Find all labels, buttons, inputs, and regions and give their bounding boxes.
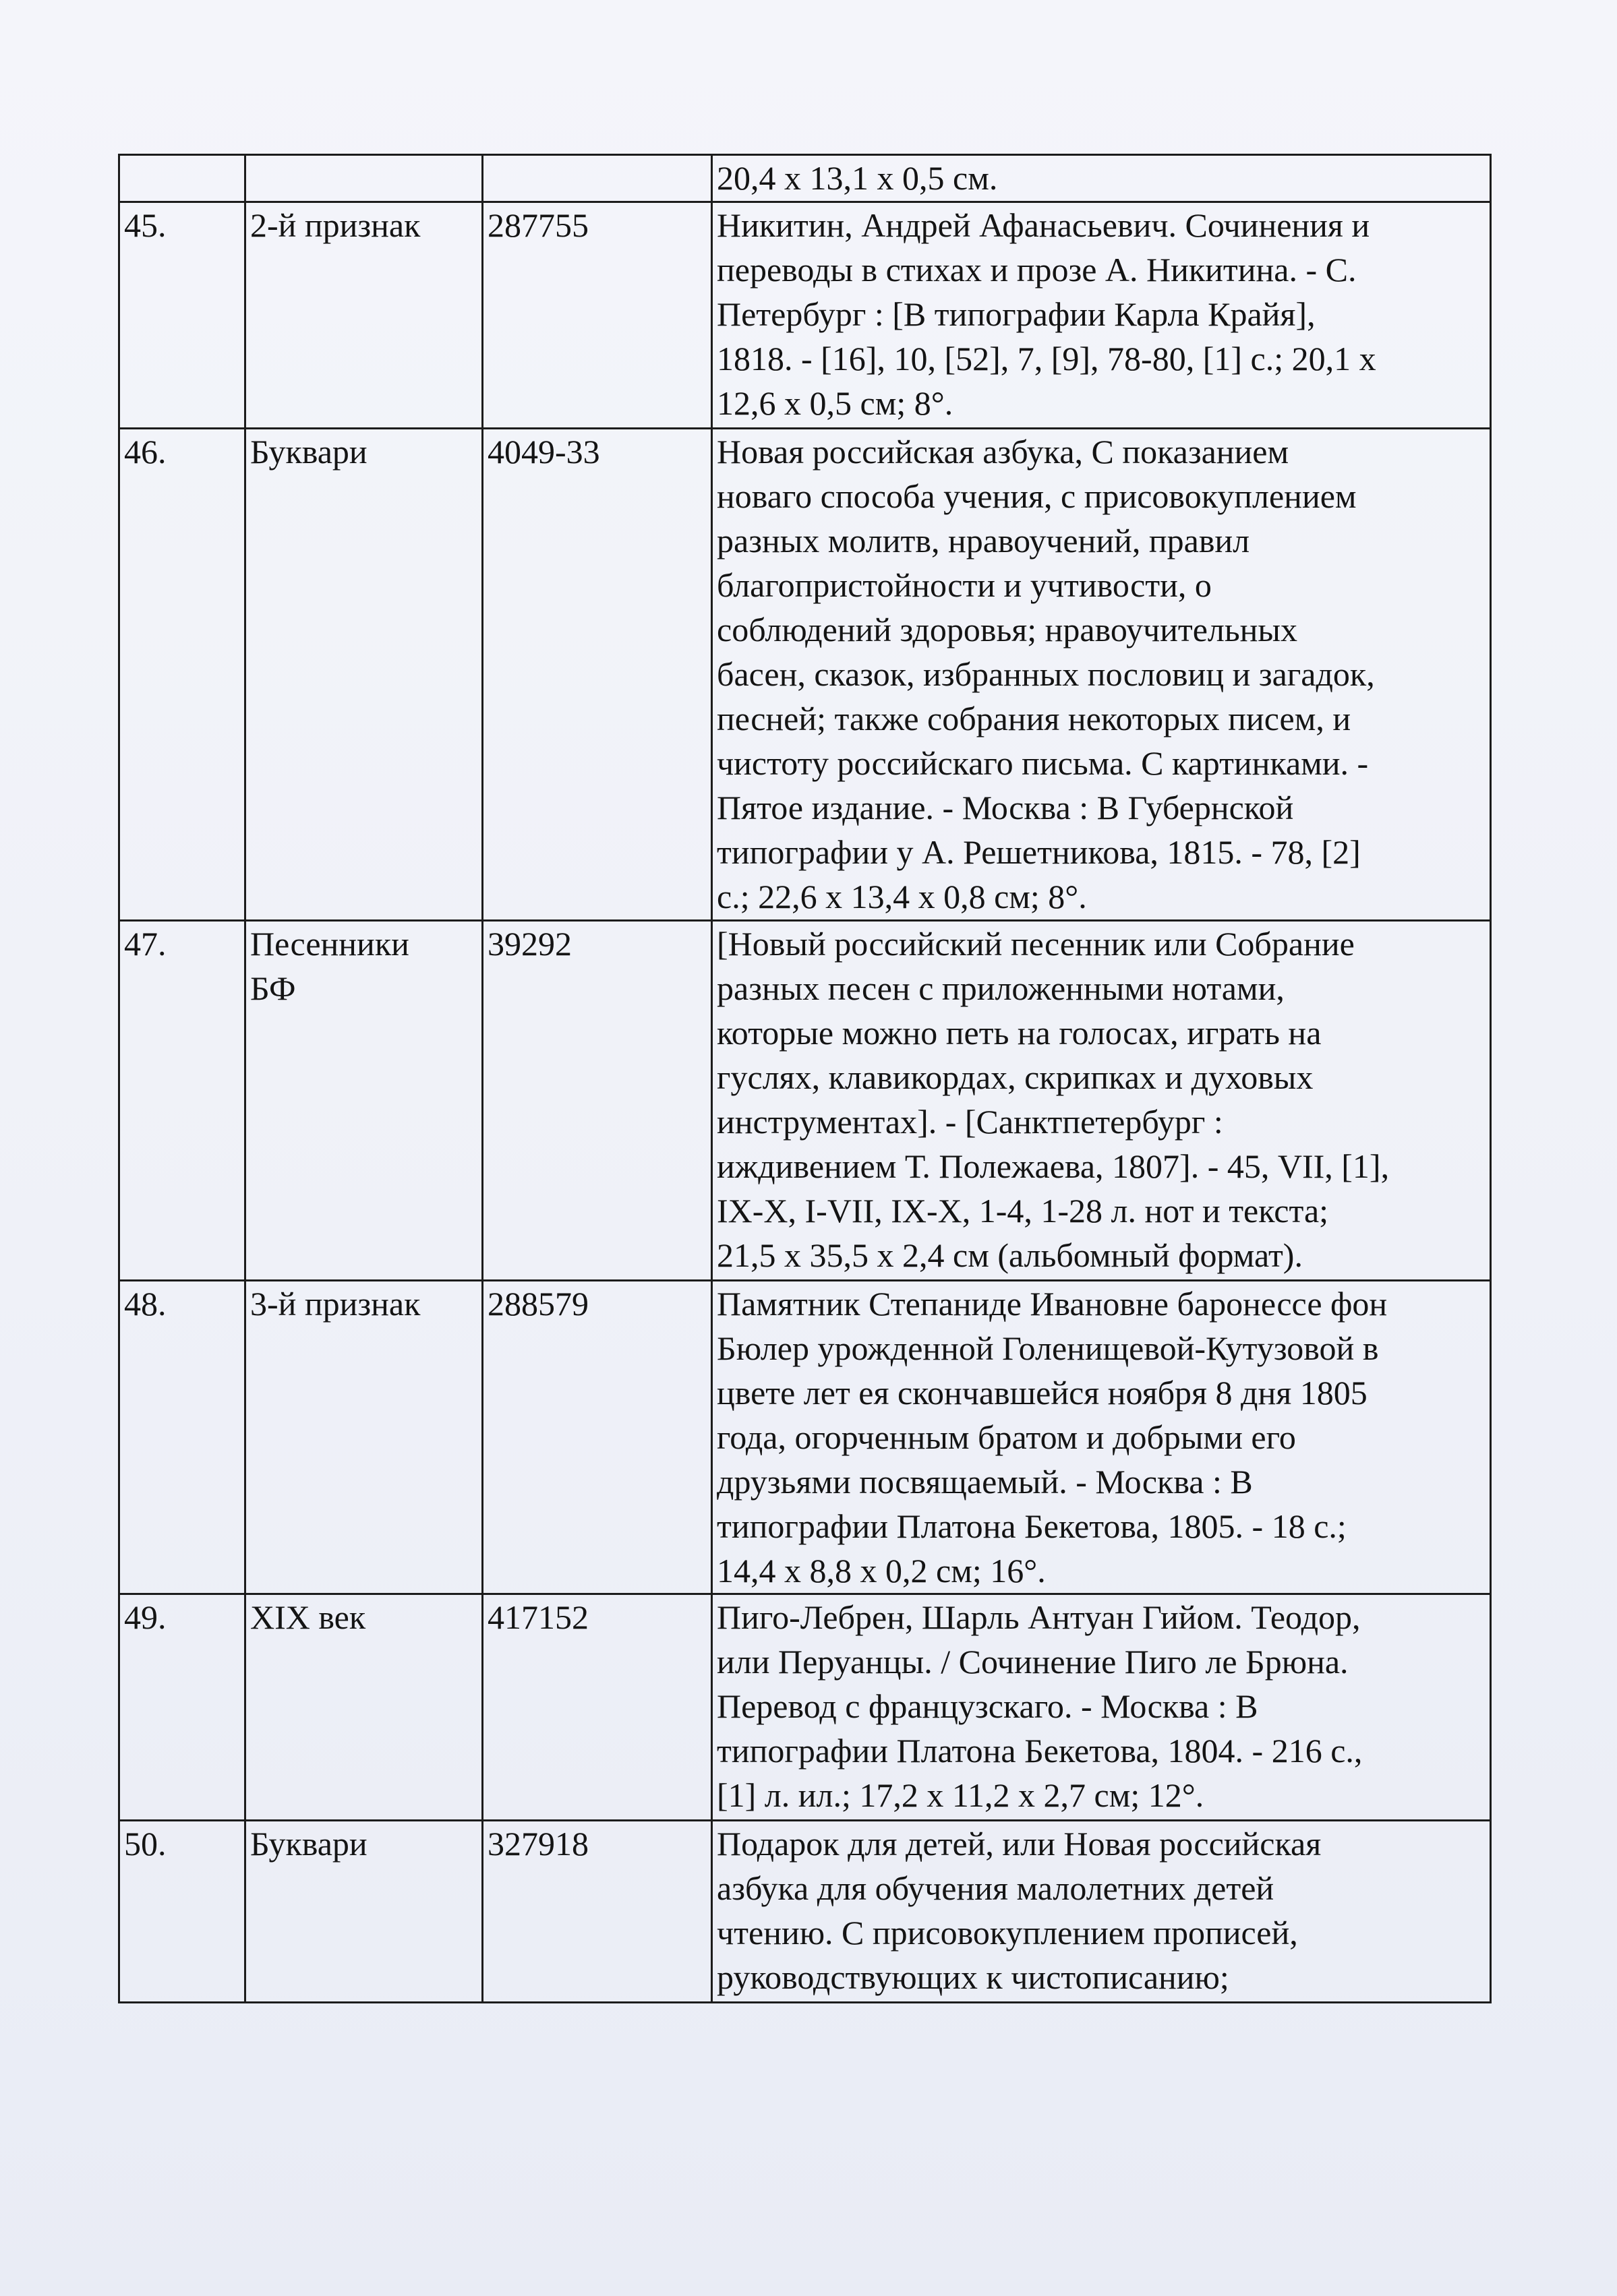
category-cell (245, 1821, 483, 2003)
catalog-table (118, 154, 1492, 2003)
row-number: 45. (124, 206, 167, 244)
bibliographic-description: Новая российская азбука, С показанием новаго способа учения, с присовокуплением разных молитв, нравоучений, правил благопристойности и учтивости, о соблюдений здоровья; нравоучительных басен, сказок, избранных пословиц и загадок, песней; также собрания некоторых писем, и чистоту российскаго письма. С картинками. - Пятое издание. - Москва : В Губернской типографии у А. Решетникова, 1815. - 78, [2] с.; 22,6 х 13,4 х 0,8 см; 8°. (717, 433, 1375, 915)
inventory-cell (483, 155, 712, 202)
inventory-cell (483, 1821, 712, 2003)
inventory-number: 288579 (488, 1285, 589, 1323)
row-number: 48. (124, 1285, 167, 1323)
inventory-cell (483, 1594, 712, 1821)
row-number-cell (119, 1821, 245, 2003)
description-cell (712, 921, 1491, 1281)
inventory-number: 4049-33 (488, 433, 600, 471)
inventory-number: 287755 (488, 206, 589, 244)
inventory-number: 417152 (488, 1598, 589, 1636)
description-cell (712, 429, 1491, 921)
description-cell (712, 1821, 1491, 2003)
category-cell (245, 155, 483, 202)
table-row (119, 1281, 1491, 1594)
inventory-cell (483, 429, 712, 921)
table-row (119, 921, 1491, 1281)
bibliographic-description: Подарок для детей, или Новая российская азбука для обучения малолетних детей чтению. С присовокуплением прописей, руководствующих к чистописанию; (717, 1825, 1322, 1996)
row-number: 47. (124, 925, 167, 963)
category-cell (245, 1281, 483, 1594)
row-number: 49. (124, 1598, 167, 1636)
table-row (119, 202, 1491, 429)
bibliographic-description: [Новый российский песенник или Собрание разных песен с приложенными нотами, которые можно петь на голосах, играть на гуслях, клавикордах, скрипках и духовых инструментах]. - [Санктпетербург : иждивением Т. Полежаева, 1807]. - 45, VII, [1], IX-X, I-VII, IX-X, 1-4, 1-28 л. нот и текста; 21,5 х 35,5 х 2,4 см (альбомный формат). (717, 925, 1390, 1274)
row-number: 46. (124, 433, 167, 471)
table-row (119, 429, 1491, 921)
row-number-cell (119, 921, 245, 1281)
inventory-cell (483, 921, 712, 1281)
row-number-cell (119, 155, 245, 202)
inventory-cell (483, 202, 712, 429)
category: Буквари (250, 1825, 368, 1863)
category-cell (245, 1594, 483, 1821)
table-row (119, 1594, 1491, 1821)
table-row (119, 155, 1491, 202)
row-number-cell (119, 202, 245, 429)
bibliographic-description: 20,4 x 13,1 x 0,5 см. (717, 159, 998, 197)
category: Буквари (250, 433, 368, 471)
description-cell (712, 1281, 1491, 1594)
inventory-cell (483, 1281, 712, 1594)
inventory-number: 39292 (488, 925, 572, 963)
category-cell (245, 921, 483, 1281)
description-cell (712, 202, 1491, 429)
row-number-cell (119, 1594, 245, 1821)
row-number-cell (119, 1281, 245, 1594)
category-cell (245, 202, 483, 429)
inventory-number: 327918 (488, 1825, 589, 1863)
category: Песенники БФ (250, 925, 409, 1007)
category: 3-й признак (250, 1285, 421, 1323)
description-cell (712, 155, 1491, 202)
bibliographic-description: Памятник Степаниде Ивановне баронессе фон Бюлер урожденной Голенищевой-Кутузовой в цвете лет ея скончавшейся ноября 8 дня 1805 года, огорченным братом и добрыми его друзьями посвящаемый. - Москва : В типографии Платона Бекетова, 1805. - 18 с.; 14,4 х 8,8 х 0,2 см; 16°. (717, 1285, 1388, 1590)
description-cell (712, 1594, 1491, 1821)
category: 2-й признак (250, 206, 421, 244)
row-number-cell (119, 429, 245, 921)
table-row (119, 1821, 1491, 2003)
category: XIX век (250, 1598, 366, 1636)
bibliographic-description: Никитин, Андрей Афанасьевич. Сочинения и переводы в стихах и прозе А. Никитина. - С. Петербург : [В типографии Карла Крайя], 1818. - [16], 10, [52], 7, [9], 78-80, [1] с.; 20,1 х 12,6 х 0,5 см; 8°. (717, 206, 1376, 422)
bibliographic-description: Пиго-Лебрен, Шарль Антуан Гийом. Теодор, или Перуанцы. / Сочинение Пиго ле Брюна. Перевод с французскаго. - Москва : В типографии Платона Бекетова, 1804. - 216 с., [1] л. ил.; 17,2 х 11,2 х 2,7 см; 12°. (717, 1598, 1363, 1814)
row-number: 50. (124, 1825, 167, 1863)
category-cell (245, 429, 483, 921)
